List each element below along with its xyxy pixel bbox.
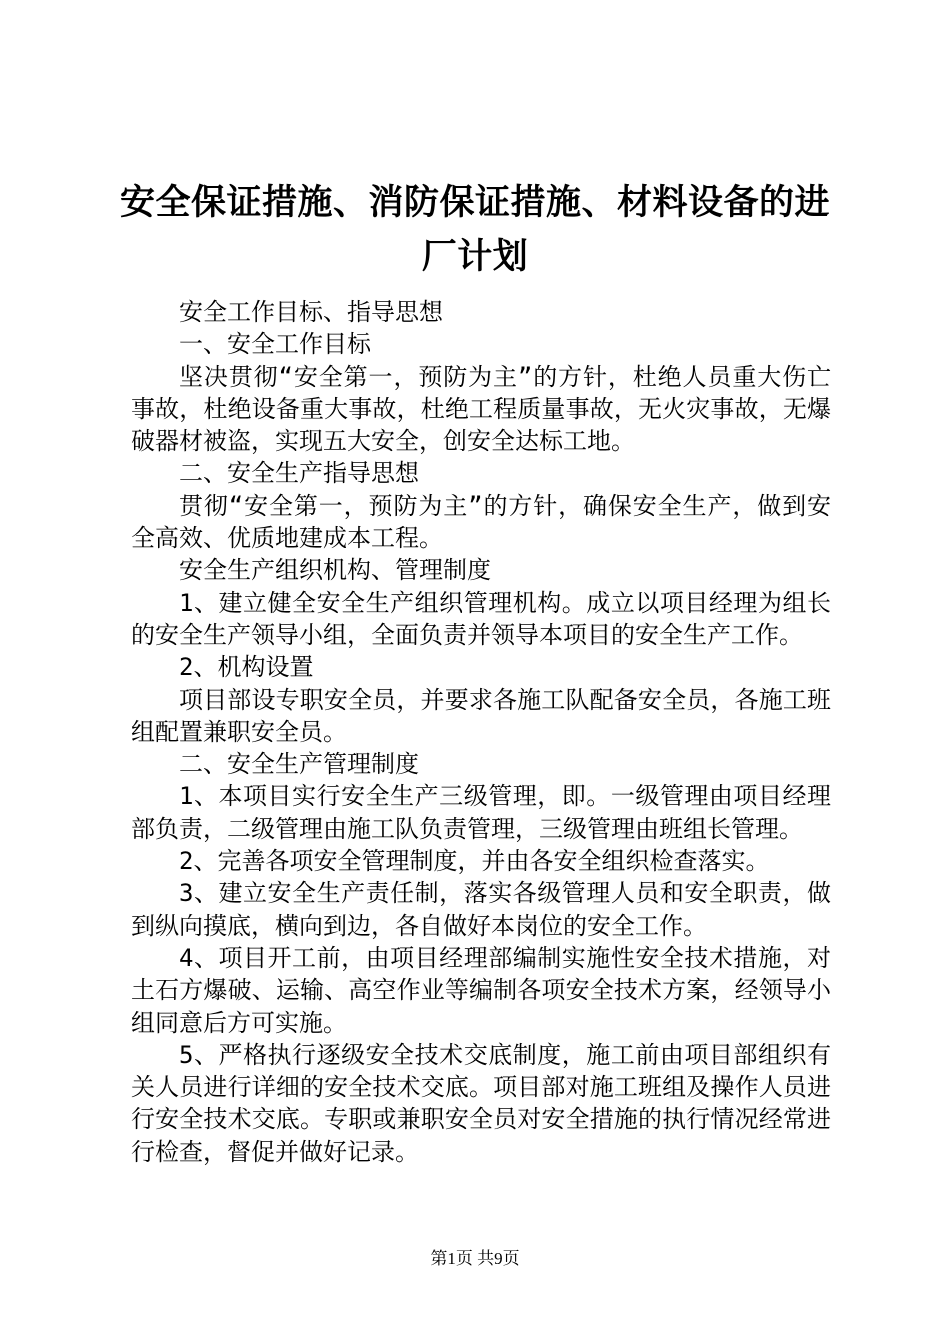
paragraph: 3、建立安全生产责任制，落实各级管理人员和安全职责，做到纵向摸底，横向到边，各自做好本岗位的安全工作。 (131, 879, 831, 940)
paragraph: 一、安全工作目标 (179, 330, 371, 359)
document-title: 安全保证措施、消防保证措施、材料设备的进厂计划 (119, 182, 830, 277)
page-footer: 第1页 共9页 (430, 1249, 520, 1268)
paragraph: 安全生产组织机构、管理制度 (179, 556, 491, 585)
paragraph: 二、安全生产指导思想 (179, 459, 419, 488)
paragraph: 安全工作目标、指导思想 (179, 298, 443, 326)
paragraph: 项目部设专职安全员，并要求各施工队配备安全员，各施工班组配置兼职安全员。 (131, 685, 831, 746)
paragraph: 贯彻“安全第一，预防为主”的方针，确保安全生产，做到安全高效、优质地建成本工程。 (131, 491, 831, 553)
paragraph: 2、完善各项安全管理制度，并由各安全组织检查落实。 (179, 847, 770, 876)
paragraph: 5、严格执行逐级安全技术交底制度，施工前由项目部组织有关人员进行详细的安全技术交底。项目部对施工班组及操作人员进行安全技术交底。专职或兼职安全员对安全措施的执行情况经常进行检查，督促并做好记录。 (131, 1040, 831, 1166)
paragraph: 二、安全生产管理制度 (179, 750, 419, 779)
document-body (131, 296, 831, 1168)
paragraph: 坚决贯彻“安全第一，预防为主”的方针，杜绝人员重大伤亡事故，杜绝设备重大事故，杜绝工程质量事故，无火灾事故，无爆破器材被盗，实现五大安全，创安全达标工地。 (131, 362, 831, 456)
paragraph: 2、机构设置 (179, 653, 314, 682)
paragraph: 1、建立健全安全生产组织管理机构。成立以项目经理为组长的安全生产领导小组，全面负责并领导本项目的安全生产工作。 (131, 588, 831, 649)
paragraph: 4、项目开工前，由项目经理部编制实施性安全技术措施，对土石方爆破、运输、高空作业等编制各项安全技术方案，经领导小组同意后方可实施。 (131, 943, 831, 1037)
paragraph: 1、本项目实行安全生产三级管理，即。一级管理由项目经理部负责，二级管理由施工队负责管理，三级管理由班组长管理。 (131, 782, 831, 843)
